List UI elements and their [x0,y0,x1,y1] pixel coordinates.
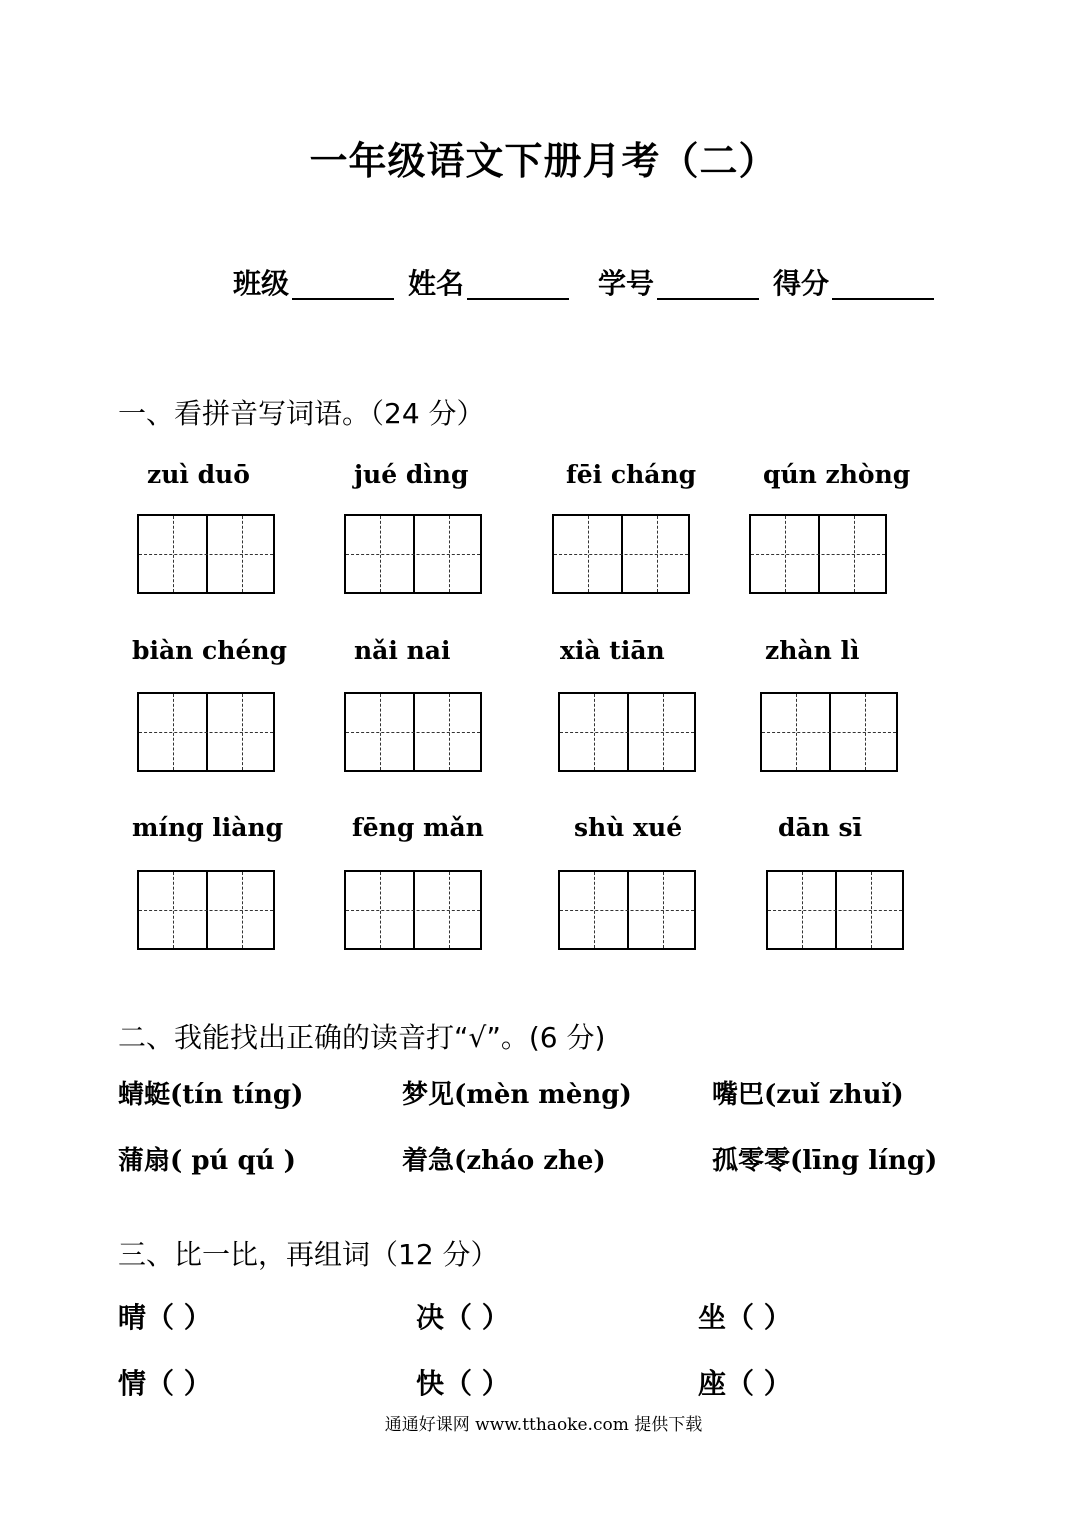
word-compare-item[interactable]: 座（ ） [698,1367,792,1400]
writing-grid[interactable] [552,514,690,594]
writing-grid[interactable] [137,514,275,594]
pinyin-label: zhàn lì [765,636,860,665]
writing-grid[interactable] [344,692,482,772]
section3-heading: 三、比一比，再组词（12 分） [118,1238,499,1271]
pronunciation-item[interactable]: 梦见(mèn mèng) [402,1080,632,1110]
writing-grid[interactable] [749,514,887,594]
pinyin-label: jué dìng [354,460,469,489]
class-blank[interactable] [292,264,394,300]
word-compare-item[interactable]: 晴（ ） [118,1301,212,1334]
pinyin-label: shù xué [574,813,683,842]
pinyin-label: zuì duō [147,460,250,489]
pinyin-label: fēng mǎn [352,813,484,842]
student-id-label: 学号 [598,267,655,300]
writing-grid[interactable] [137,870,275,950]
pinyin-label: xià tiān [560,636,665,665]
pinyin-label: qún zhòng [763,460,911,489]
page-title: 一年级语文下册月考（二） [309,139,778,183]
writing-grid[interactable] [344,870,482,950]
pinyin-label: nǎi nai [354,636,451,665]
name-blank[interactable] [467,264,569,300]
writing-grid[interactable] [558,870,696,950]
class-label: 班级 [233,267,290,300]
writing-grid[interactable] [344,514,482,594]
score-blank[interactable] [832,264,934,300]
pronunciation-item[interactable]: 嘴巴(zuǐ zhuǐ) [712,1080,904,1110]
pinyin-label: dān sī [778,813,863,842]
score-label: 得分 [773,267,830,300]
word-compare-item[interactable]: 坐（ ） [698,1301,792,1334]
writing-grid[interactable] [558,692,696,772]
student-id-blank[interactable] [657,264,759,300]
word-compare-item[interactable]: 快（ ） [416,1367,510,1400]
pinyin-label: biàn chéng [132,636,288,665]
pronunciation-item[interactable]: 孤零零(līng líng) [712,1146,938,1176]
writing-grid[interactable] [760,692,898,772]
writing-grid[interactable] [766,870,904,950]
pronunciation-item[interactable]: 蒲扇( pú qú ) [118,1146,296,1176]
pinyin-label: míng liàng [132,813,284,842]
pronunciation-item[interactable]: 蜻蜓(tín tíng) [118,1080,304,1110]
word-compare-item[interactable]: 情（ ） [118,1367,212,1400]
word-compare-item[interactable]: 决（ ） [416,1301,510,1334]
section1-heading: 一、看拼音写词语。（24 分） [118,397,485,430]
pinyin-label: fēi cháng [566,460,697,489]
pronunciation-item[interactable]: 着急(zháo zhe) [402,1146,606,1176]
section2-heading: 二、我能找出正确的读音打“√”。(6 分) [118,1021,606,1054]
name-label: 姓名 [408,267,465,300]
writing-grid[interactable] [137,692,275,772]
footer-source: 通通好课网 www.tthaoke.com 提供下载 [384,1415,703,1435]
